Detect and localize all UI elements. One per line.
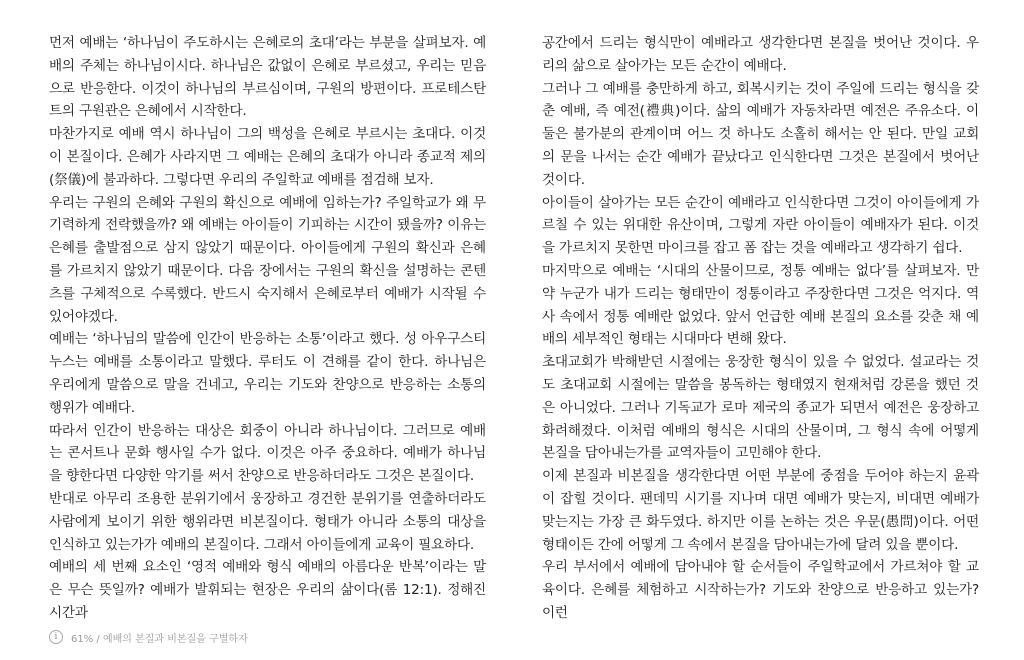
info-icon[interactable]: i xyxy=(49,630,63,644)
reading-progress-footer xyxy=(49,628,248,646)
paragraph: 이제 본질과 비본질을 생각한다면 어떤 부분에 중점을 두어야 하는지 윤곽이 잡힐 것이다. 팬데믹 시기를 지나며 대면 예배가 맞는지, 비대면 예배가 맞는지는 가장 큰 화두였다. 하지만 이를 논하는 것은 우문(愚問)이다. 어떤 형태이든 간에 어떻게 그 속에서 본질을 담아내는가에 달려 있을 뿐이다. xyxy=(542,468,979,553)
paragraph: 반대로 아무리 조용한 분위기에서 웅장하고 경건한 분위기를 연출하더라도 사람에게 보이기 위한 행위라면 비본질이다. 형태가 아니라 소통의 대상을 인식하고 있는가가 예배의 본질이다. 그래서 아이들에게 교육이 필요하다. xyxy=(49,490,486,553)
left-text-column xyxy=(49,32,486,625)
paragraph: 우리는 구원의 은혜와 구원의 확신으로 예배에 임하는가? 주일학교가 왜 무기력하게 전락했을까? 왜 예배는 아이들이 기피하는 시간이 됐을까? 이유는 은혜를 출발점으로 삼지 않았기 때문이다. 아이들에게 구원의 확신과 은혜를 가르치지 않았기 때문이다. 다음 장에서는 구원의 확신을 설명하는 콘텐츠를 구체적으로 수록했다. 반드시 숙지해서 은혜로부터 예배가 시작될 수 있어야겠다. xyxy=(49,194,486,325)
paragraph: 먼저 예배는 ‘하나님이 주도하시는 은혜로의 초대’라는 부분을 살펴보자. 예배의 주체는 하나님이시다. 하나님은 값없이 은혜로 부르셨고, 우리는 믿음으로 반응한다. 이것이 하나님의 부르심이며, 구원의 방편이다. 프로테스탄트의 구원관은 은혜에서 시작한다. xyxy=(49,35,486,120)
paragraph: 예배는 ‘하나님의 말씀에 인간이 반응하는 소통’이라고 했다. 성 아우구스티누스는 예배를 소통이라고 말했다. 루터도 이 견해를 같이 한다. 하나님은 우리에게 말씀으로 말을 건네고, 우리는 기도와 찬양으로 반응하는 소통의 행위가 예배다. xyxy=(49,331,486,416)
paragraph: 아이들이 살아가는 모든 순간이 예배라고 인식한다면 그것이 아이들에게 가르칠 수 있는 위대한 유산이며, 그렇게 자란 아이들이 예배자가 된다. 이것을 가르치지 못한면 마이크를 잡고 폼 잡는 것을 예배라고 생각하기 쉽다. xyxy=(542,194,979,257)
paragraph: 따라서 인간이 반응하는 대상은 회중이 아니라 하나님이다. 그러므로 예배는 콘서트나 문화 행사일 수가 없다. 이것은 아주 중요하다. 예배가 하나님을 향한다면 다양한 악기를 써서 찬양으로 반응하더라도 그것은 본질이다. xyxy=(49,422,486,485)
paragraph: 공간에서 드리는 형식만이 예배라고 생각한다면 본질을 벗어난 것이다. 우리의 삶으로 살아가는 모든 순간이 예배다. xyxy=(542,35,979,74)
paragraph: 우리 부서에서 예배에 담아내야 할 순서들이 주일학교에서 가르쳐야 할 교육이다. 은혜를 체험하고 시작하는가? 기도와 찬양으로 반응하고 있는가? 이런 xyxy=(542,559,979,621)
paragraph: 마지막으로 예배는 ‘시대의 산물이므로, 정통 예배는 없다’를 살펴보자. 만약 누군가 내가 드리는 형태만이 정통이라고 주장한다면 그것은 억지다. 역사 속에서 정통 예배란 없었다. 앞서 언급한 예배 본질의 요소를 갖춘 채 예배의 세부적인 형태는 시대마다 변해 왔다. xyxy=(542,262,979,348)
paragraph: 초대교회가 박해받던 시절에는 웅장한 형식이 있을 수 없었다. 설교라는 것도 초대교회 시절에는 말씀을 봉독하는 형태였지 현재처럼 강론을 했던 것은 아니었다. 그러나 기독교가 로마 제국의 종교가 되면서 예전은 웅장하고 화려해졌다. 이처럼 예배의 형식은 시대의 산물이며, 그 형식 속에 어떻게 본질을 담아내는가를 교역자들이 고민해야 한다. xyxy=(542,354,979,462)
paragraph: 예배의 세 번째 요소인 ‘영적 예배와 형식 예배의 아름다운 반복’이라는 말은 무슨 뜻일까? 예배가 발휘되는 현장은 우리의 삶이다(롬 12:1). 정해진 시간과 xyxy=(49,559,486,621)
progress-text: 61% / 예배의 본질과 비본질을 구별하자 xyxy=(71,633,248,645)
paragraph: 마찬가지로 예배 역시 하나님이 그의 백성을 은혜로 부르시는 초대다. 이것이 본질이다. 은혜가 사라지면 그 예배는 은혜의 초대가 아니라 종교적 제의(祭儀)에 불과하다. 그렇다면 우리의 주일학교 예배를 점검해 보자. xyxy=(49,126,486,188)
paragraph: 그러나 그 예배를 충만하게 하고, 회복시키는 것이 주일에 드리는 형식을 갖춘 예배, 즉 예전(禮典)이다. 삶의 예배가 자동차라면 예전은 주유소다. 이 둘은 불가분의 관계이며 어느 것 하나도 소홀히 해서는 안 된다. 만일 교회의 문을 나서는 순간 예배가 끝났다고 인식한다면 그것은 본질에서 벗어난 것이다. xyxy=(542,80,979,188)
right-text-column xyxy=(542,32,979,625)
